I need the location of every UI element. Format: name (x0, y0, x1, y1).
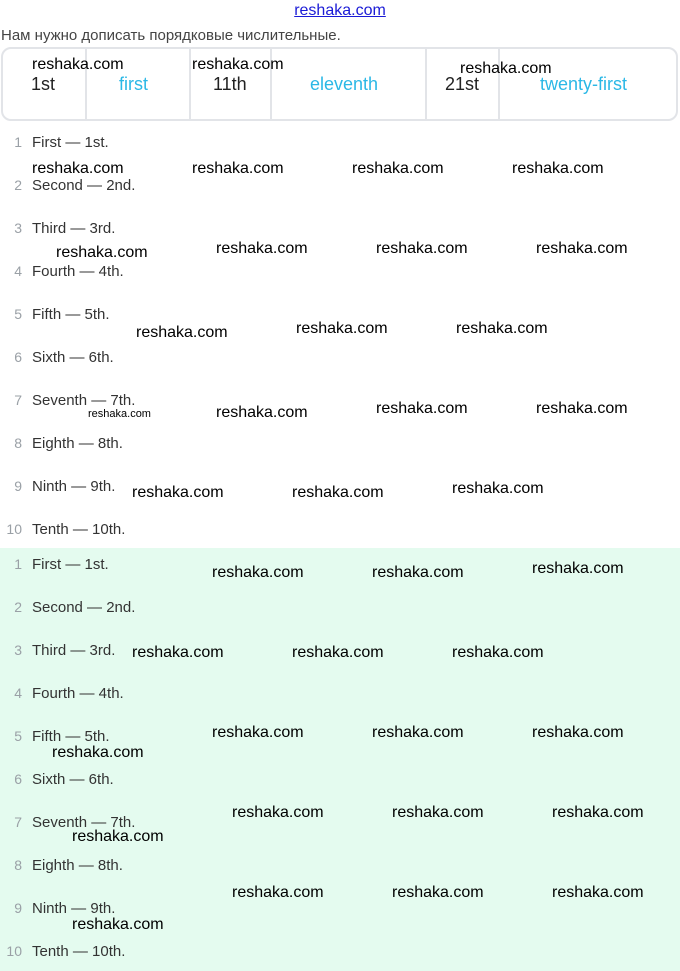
line-number: 5 (14, 728, 22, 744)
exercise-line (0, 134, 680, 154)
watermark-text: reshaka.com (32, 160, 124, 177)
watermark-text: reshaka.com (132, 644, 224, 661)
line-text: Eighth — 8th. (32, 857, 123, 874)
watermark-text: reshaka.com (452, 480, 544, 497)
line-text: Second — 2nd. (32, 177, 136, 194)
line-number: 2 (14, 599, 22, 615)
watermark-text: reshaka.com (532, 560, 624, 577)
line-text: Eighth — 8th. (32, 435, 123, 452)
watermark-text: reshaka.com (372, 724, 464, 741)
watermark-text: reshaka.com (136, 324, 228, 341)
exercise-line (0, 349, 680, 369)
line-number: 10 (6, 943, 22, 959)
line-text: Seventh — 7th. (32, 392, 136, 409)
line-text: Fourth — 4th. (32, 263, 124, 280)
exercise-line (0, 685, 680, 705)
watermark-text: reshaka.com (52, 744, 144, 761)
watermark-text: reshaka.com (72, 828, 164, 845)
watermark-text: reshaka.com (452, 644, 544, 661)
line-number: 4 (14, 685, 22, 701)
exercise-line (0, 220, 680, 240)
line-text: Sixth — 6th. (32, 771, 114, 788)
watermark-text: reshaka.com (536, 240, 628, 257)
watermark-text: reshaka.com (392, 804, 484, 821)
watermark-text: reshaka.com (192, 160, 284, 177)
watermark-text: reshaka.com (456, 320, 548, 337)
line-text: First — 1st. (32, 556, 109, 573)
watermark-text: reshaka.com (552, 884, 644, 901)
line-text: Seventh — 7th. (32, 814, 136, 831)
watermark-text: reshaka.com (536, 400, 628, 417)
watermark-text: reshaka.com (72, 916, 164, 933)
line-text: Fifth — 5th. (32, 728, 110, 745)
example-word: twenty-first (540, 74, 628, 94)
line-number: 7 (14, 392, 22, 408)
example-word: eleventh (310, 74, 379, 94)
line-number: 9 (14, 478, 22, 494)
exercise-line (0, 435, 680, 455)
line-number: 1 (14, 134, 22, 150)
line-number: 1 (14, 556, 22, 572)
line-number: 2 (14, 177, 22, 193)
example-word: first (119, 74, 148, 94)
example-number: 1st (31, 74, 56, 94)
watermark-text: reshaka.com (232, 884, 324, 901)
example-cell-word (272, 49, 427, 121)
exercise-line (0, 943, 680, 963)
line-number: 6 (14, 771, 22, 787)
line-number: 3 (14, 642, 22, 658)
line-number: 4 (14, 263, 22, 279)
watermark-text: reshaka.com (296, 320, 388, 337)
watermark-text: reshaka.com (216, 404, 308, 421)
line-number: 10 (6, 521, 22, 537)
watermark-text: reshaka.com (376, 400, 468, 417)
line-text: First — 1st. (32, 134, 109, 151)
line-text: Tenth — 10th. (32, 943, 126, 960)
exercise-line (0, 177, 680, 197)
watermark-text: reshaka.com (376, 240, 468, 257)
watermark-text: reshaka.com (460, 60, 552, 77)
example-number: 21st (445, 74, 480, 94)
line-number: 6 (14, 349, 22, 365)
watermark-text: reshaka.com (132, 484, 224, 501)
exercise-line (0, 771, 680, 791)
line-text: Tenth — 10th. (32, 521, 126, 538)
line-text: Ninth — 9th. (32, 900, 116, 917)
line-text: Fifth — 5th. (32, 306, 110, 323)
line-text: Third — 3rd. (32, 220, 116, 237)
watermark-text: reshaka.com (292, 644, 384, 661)
exercise-line (0, 599, 680, 619)
watermark-text: reshaka.com (552, 804, 644, 821)
watermark-text: reshaka.com (212, 724, 304, 741)
exercise-line (0, 521, 680, 541)
site-link[interactable]: reshaka.com (294, 2, 386, 19)
watermark-text: reshaka.com (512, 160, 604, 177)
line-text: Second — 2nd. (32, 599, 136, 616)
line-number: 8 (14, 435, 22, 451)
watermark-text: reshaka.com (212, 564, 304, 581)
exercise-line (0, 857, 680, 877)
line-number: 7 (14, 814, 22, 830)
watermark-text: reshaka.com (392, 884, 484, 901)
watermark-text: reshaka.com (292, 484, 384, 501)
line-number: 5 (14, 306, 22, 322)
line-number: 9 (14, 900, 22, 916)
line-text: Ninth — 9th. (32, 478, 116, 495)
line-text: Sixth — 6th. (32, 349, 114, 366)
watermark-text: reshaka.com (372, 564, 464, 581)
watermark-text: reshaka.com (216, 240, 308, 257)
line-text: Third — 3rd. (32, 642, 116, 659)
example-number: 11th (213, 74, 247, 94)
exercise-line (0, 263, 680, 283)
watermark-text: reshaka.com (192, 56, 284, 73)
watermark-text: reshaka.com (352, 160, 444, 177)
instruction-text: Нам нужно дописать порядковые числительные. (1, 27, 341, 44)
line-number: 8 (14, 857, 22, 873)
line-text: Fourth — 4th. (32, 685, 124, 702)
watermark-text: reshaka.com (88, 408, 151, 420)
watermark-text: reshaka.com (56, 244, 148, 261)
watermark-text: reshaka.com (32, 56, 124, 73)
watermark-text: reshaka.com (232, 804, 324, 821)
watermark-text: reshaka.com (532, 724, 624, 741)
line-number: 3 (14, 220, 22, 236)
